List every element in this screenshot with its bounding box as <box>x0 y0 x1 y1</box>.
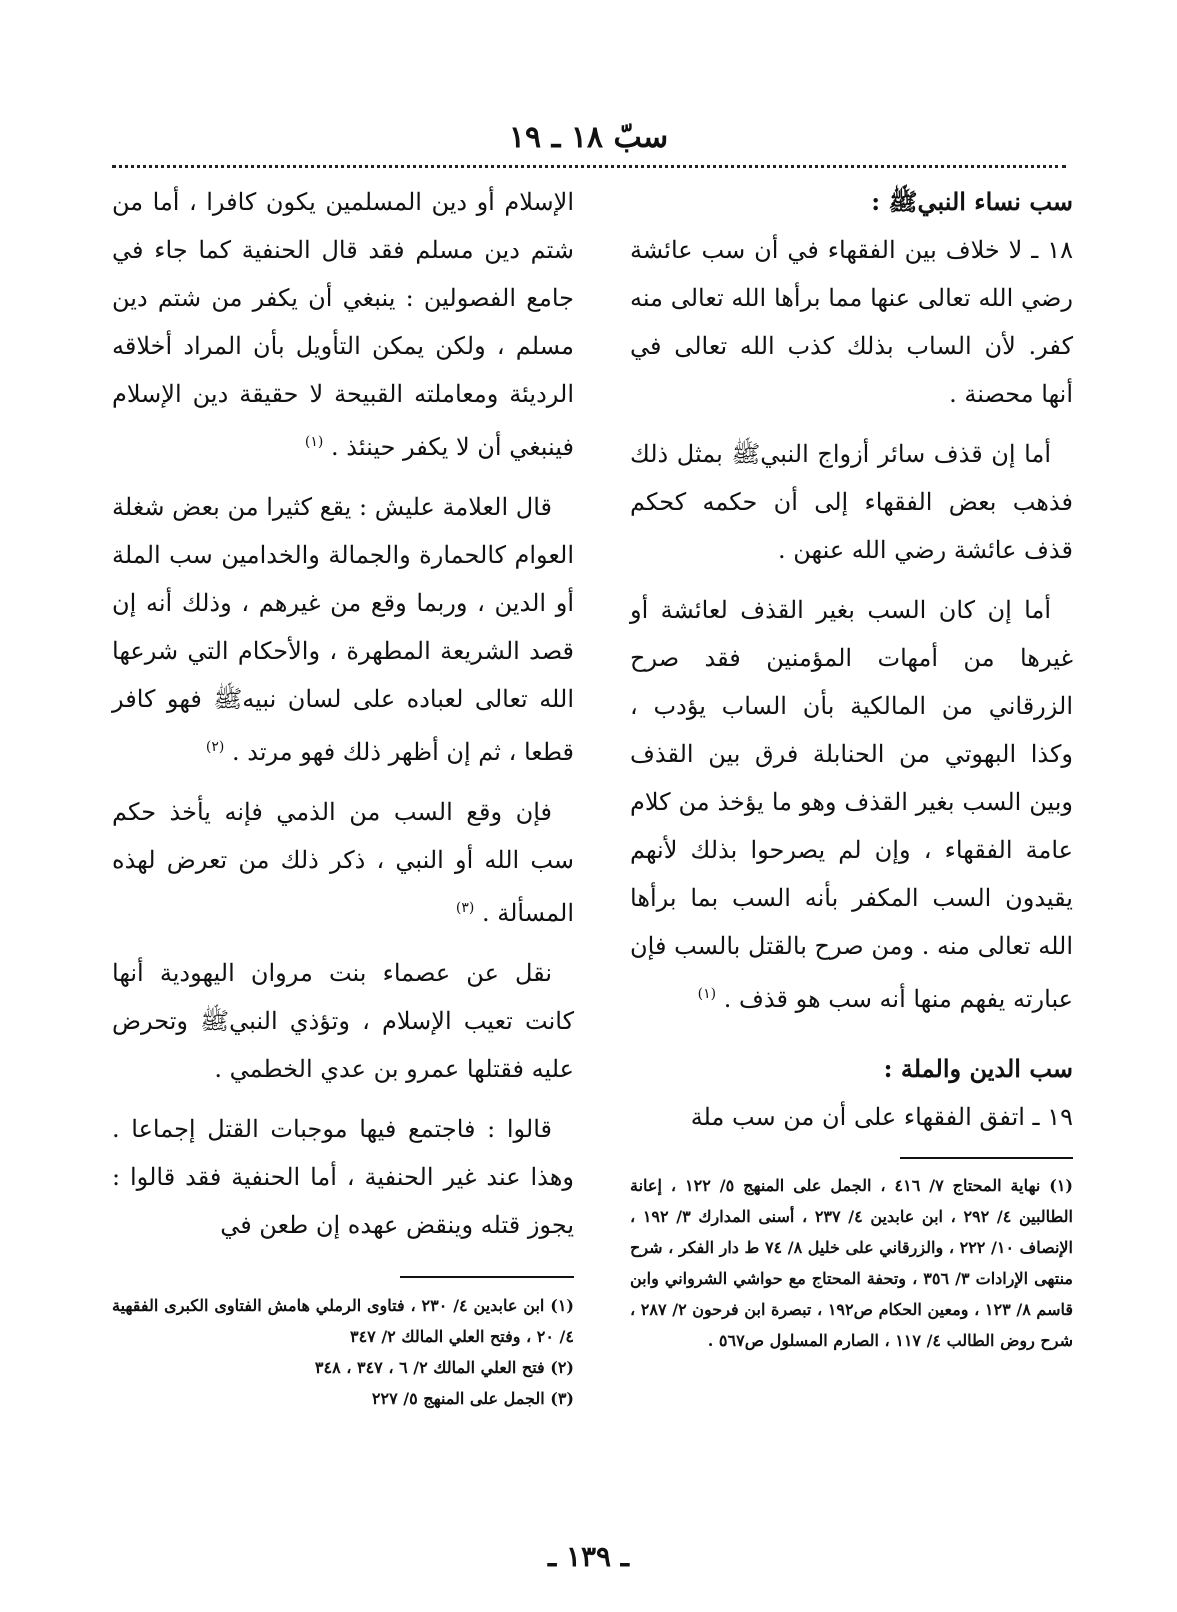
footnote-item: (١) ابن عابدين ٤/ ٢٣٠ ، فتاوى الرملي هامش الفتاوى الكبرى الفقهية ٤/ ٢٠ ، وفتح العلي المالك ٢/ ٣٤٧ <box>112 1296 574 1346</box>
footnote-item: (١) نهاية المحتاج ٧/ ٤١٦ ، الجمل على المنهج ٥/ ١٢٢ ، إعانة الطالبين ٤/ ٢٩٢ ، ابن عابدين ٤/ ٢٣٧ ، أسنى المدارك ٣/ ١٩٢ ، الإنصاف ١٠/ ٢٢٢ ، والزرقاني على خليل ٨/ ٧٤ ط دار الفكر ، شرح منتهى الإرادات ٣/ ٣٥٦ ، وتحفة المحتاج مع حواشي الشرواني وابن قاسم ٨/ ١٢٣ ، ومعين الحكام ص١٩٢ ، تبصرة ابن فرحون ٢/ ٢٨٧ ، شرح روض الطالب ٤/ ١١٧ ، الصارم المسلول ص٥٦٧ . <box>630 1176 1074 1350</box>
paragraph-other-wives: أما إن قذف سائر أزواج النبيﷺ بمثل ذلك فذهب بعض الفقهاء إلى أن حكمه كحكم قذف عائشة رضي الله عنهن . <box>630 440 1073 564</box>
running-header: سبّ ١٨ ـ ١٩ <box>508 120 669 155</box>
paragraph-text: الإسلام أو دين المسلمين يكون كافرا ، أما من شتم دين مسلم فقد قال الحنفية كما جاء في جامع الفصولين : ينبغي أن يكفر من شتم دين مسلم ، ولكن يمكن التأويل بأن المراد أخلاقه الرديئة ومعاملته القبيحة لا حقيقة دين الإسلام فينبغي أن لا يكفر حينئذ . <box>112 188 574 461</box>
footnote-rule-right <box>900 1157 1073 1159</box>
footnotes-right <box>630 1170 1073 1356</box>
footnote-ref: (١) <box>304 434 324 450</box>
paragraph-text: قال العلامة عليش : يقع كثيرا من بعض شغلة العوام كالحمارة والجمالة والخدامين سب الملة أو الدين ، وربما وقع من غيرهم ، وذلك أنه إن قصد الشريعة المطهرة ، والأحكام التي شرعها الله تعالى لعباده على لسان نبيهﷺ فهو كافر قطعا ، ثم إن أظهر ذلك فهو مرتد . <box>112 493 574 766</box>
footnote-item: (٣) الجمل على المنهج ٥/ ٢٢٧ <box>371 1389 574 1408</box>
page-number: ـ ١٣٩ ـ <box>547 1540 630 1573</box>
section-heading-religion: سب الدين والملة : <box>883 1054 1073 1083</box>
paragraph-non-qadhf <box>630 586 1073 1023</box>
paragraph-dhimmi <box>112 788 574 937</box>
footnote-ref: (١) <box>697 986 717 1002</box>
footnote-ref: (٣) <box>455 900 475 916</box>
paragraph-continuation <box>112 178 574 471</box>
paragraph-18: ١٨ ـ لا خلاف بين الفقهاء في أن سب عائشة رضي الله تعالى عنها مما برأها الله تعالى منه كفر. لأن الساب بذلك كذب الله تعالى في أنها محصنة . <box>630 236 1073 408</box>
paragraph-text: أما إن كان السب بغير القذف لعائشة أو غيرها من أمهات المؤمنين فقد صرح الزرقاني من المالكية بأن الساب يؤدب ، وكذا البهوتي من الحنابلة فرق بين القذف وبين السب بغير القذف وهو ما يؤخذ من كلام عامة الفقهاء ، وإن لم يصرحوا بذلك لأنهم يقيدون السب المكفر بأنه السب بما برأها الله تعالى منه . ومن صرح بالقتل بالسب فإن عبارته يفهم منها أنه سب هو قذف . <box>630 596 1073 1013</box>
header-dotted-rule <box>112 165 1066 168</box>
paragraph-19: ١٩ ـ اتفق الفقهاء على أن من سب ملة <box>690 1103 1073 1131</box>
paragraph-text: فإن وقع السب من الذمي فإنه يأخذ حكم سب الله أو النبي ، ذكر ذلك من تعرض لهذه المسألة . <box>112 798 574 927</box>
paragraph-asma: نقل عن عصماء بنت مروان اليهودية أنها كانت تعيب الإسلام ، وتؤذي النبيﷺ وتحرض عليه فقتلها عمرو بن عدي الخطمي . <box>112 959 574 1083</box>
footnote-item: (٢) فتح العلي المالك ٢/ ٦ ، ٣٤٧ ، ٣٤٨ <box>314 1358 574 1377</box>
right-column <box>630 178 1073 1153</box>
footnote-ref: (٢) <box>205 739 225 755</box>
left-column <box>112 178 574 1261</box>
paragraph-consensus: قالوا : فاجتمع فيها موجبات القتل إجماعا . وهذا عند غير الحنفية ، أما الحنفية فقد قالوا : يجوز قتله وينقض عهده إن طعن في <box>112 1115 574 1239</box>
section-heading-prophet-wives: سب نساء النبيﷺ : <box>871 187 1073 216</box>
footnotes-left <box>112 1290 574 1414</box>
paragraph-alish <box>112 483 574 776</box>
footnote-rule-left <box>400 1276 574 1278</box>
